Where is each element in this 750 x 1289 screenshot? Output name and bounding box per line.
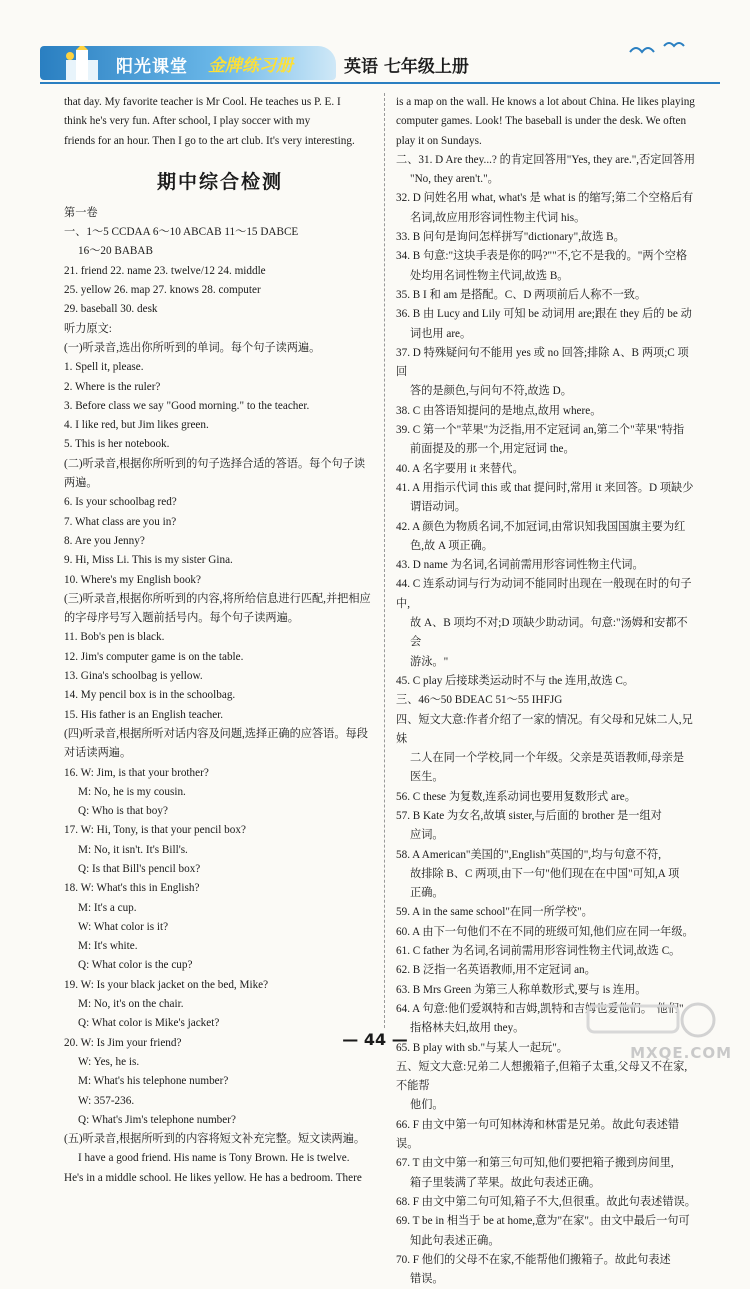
right-text-line: 43. D name 为名词,名词前需用形容词性物主代词。 — [396, 559, 644, 572]
right-text-line: 34. B 句意:"这块手表是你的吗?""不,它不是我的。"两个空格 — [396, 250, 688, 263]
left-text-line: M: No, he is my cousin. — [78, 785, 186, 798]
left-text-line: Q: Who is that boy? — [78, 805, 168, 818]
left-text-line: M: It's white. — [78, 940, 138, 953]
left-text-line: (一)听录音,选出你所听到的单词。每个句子读两遍。 — [64, 341, 321, 354]
right-text-line: 58. A American"美国的",English"英国的",均与句意不符, — [396, 848, 662, 861]
right-text-line: 箱子里装满了苹果。故此句表述正确。 — [410, 1176, 601, 1189]
right-text-line: 谓语动词。 — [410, 501, 466, 514]
right-text-line: 59. A in the same school"在同一所学校"。 — [396, 906, 593, 919]
right-text-line: 37. D 特殊疑问句不能用 yes 或 no 回答;排除 A、B 两项;C 项回 — [396, 346, 689, 379]
left-text-line: 对话读两遍。 — [64, 747, 132, 760]
left-text-line: 听力原文: — [64, 322, 112, 335]
right-text-line: 42. A 颜色为物质名词,不加冠词,由常识知我国国旗主要为红 — [396, 520, 686, 533]
left-text-line: 10. Where's my English book? — [64, 573, 201, 586]
left-text-line: 的字母序号写入题前括号内。每个句子读两遍。 — [64, 612, 299, 625]
right-text-line: computer games. Look! The baseball is under the desk. We often — [396, 115, 687, 128]
left-text-line: W: Yes, he is. — [78, 1055, 140, 1068]
right-text-line: 五、短文大意:兄弟二人想搬箱子,但箱子太重,父母又不在家,不能帮 — [396, 1060, 688, 1093]
watermark-text: MXQE.COM — [630, 1044, 732, 1062]
left-text-line: M: What's his telephone number? — [78, 1075, 229, 1088]
right-text-line: 45. C play 后接球类运动时不与 the 连用,故选 C。 — [396, 674, 635, 687]
section-title: 期中综合检测 — [156, 170, 283, 193]
left-text-line: 一、1～5 CCDAA 6～10 ABCAB 11～15 DABCE — [64, 226, 299, 239]
right-text-line: 二人在同一个学校,同一个年级。父亲是英语教师,母亲是 — [410, 752, 685, 765]
left-text-line: that day. My favorite teacher is Mr Cool. He teaches us P. E. I — [64, 96, 341, 108]
page-number: — 44 — — [342, 1030, 408, 1049]
birds-decoration-icon — [620, 38, 690, 68]
left-text-line: 两遍。 — [64, 477, 98, 490]
right-text-line: 70. F 他们的父母不在家,不能帮他们搬箱子。故此句表述 — [396, 1253, 671, 1266]
left-text-line: 14. My pencil box is in the schoolbag. — [64, 689, 236, 702]
left-text-line: 5. This is her notebook. — [64, 438, 170, 451]
left-text-line: 19. W: Is your black jacket on the bed, Mike? — [64, 978, 269, 991]
right-text-line: 64. A 句意:他们爱飒特和吉姆,凯特和吉姆也爱他们。"他们" — [396, 1002, 684, 1015]
right-text-line: 错误。 — [410, 1273, 444, 1286]
left-text-line: 7. What class are you in? — [64, 515, 177, 528]
right-text-line: 二、31. D Are they...? 的肯定回答用"Yes, they are.",否定回答用 — [396, 153, 696, 166]
page-header — [40, 38, 720, 86]
left-text-line: 第一卷 — [64, 206, 98, 219]
right-column — [396, 93, 696, 1289]
right-text-line: 60. A 由下一句他们不在不同的班级可知,他们应在同一年级。 — [396, 925, 694, 938]
left-text-line: 16. W: Jim, is that your brother? — [64, 766, 209, 779]
left-text-line: 18. W: What's this in English? — [64, 882, 200, 895]
right-text-line: is a map on the wall. He knows a lot about China. He likes playing — [396, 96, 695, 108]
left-text-line: 9. Hi, Miss Li. This is my sister Gina. — [64, 554, 233, 567]
left-text-line: He's in a middle school. He likes yellow. He has a bedroom. There — [64, 1171, 362, 1184]
left-text-line: I have a good friend. His name is Tony Brown. He is twelve. — [78, 1152, 350, 1165]
left-text-line: 25. yellow 26. map 27. knows 28. computer — [64, 284, 261, 297]
right-text-line: 41. A 用指示代词 this 或 that 提问时,常用 it 来回答。D 项缺少 — [396, 481, 694, 494]
left-text-line: think he's very fun. After school, I play soccer with my — [64, 115, 311, 128]
right-text-line: 39. C 第一个"苹果"为泛指,用不定冠词 an,第二个"苹果"特指 — [396, 424, 685, 437]
right-text-line: 57. B Kate 为女名,故填 sister,与后面的 brother 是一组对 — [396, 809, 662, 822]
left-text-line: Q: What color is Mike's jacket? — [78, 1017, 220, 1030]
right-text-line: 四、短文大意:作者介绍了一家的情况。有父母和兄妹二人,兄妹 — [396, 713, 693, 745]
left-text-line: W: 357-236. — [78, 1094, 135, 1107]
right-text-line: 故 A、B 项均不对;D 项缺少助动词。句意:"汤姆和安都不会 — [410, 617, 688, 649]
right-text-line: 答的是颜色,与问句不符,故选 D。 — [410, 385, 572, 398]
left-text-line: 17. W: Hi, Tony, is that your pencil box? — [64, 824, 246, 837]
left-text-line: (三)听录音,根据你所听到的内容,将所给信息进行匹配,并把相应 — [64, 592, 371, 605]
right-text-line: 67. T 由文中第一和第三句可知,他们要把箱子搬到房间里, — [396, 1157, 674, 1170]
right-text-line: 68. F 由文中第二句可知,箱子不大,但很重。故此句表述错误。 — [396, 1195, 696, 1208]
right-text-line: 三、46～50 BDEAC 51～55 IHFJG — [396, 694, 563, 707]
right-text-line: "No, they aren't."。 — [410, 173, 499, 186]
left-text-line: 15. His father is an English teacher. — [64, 708, 224, 721]
left-text-line: 8. Are you Jenny? — [64, 534, 145, 547]
left-text-line: 21. friend 22. name 23. twelve/12 24. middle — [64, 264, 266, 277]
right-text-line: 69. T be in 相当于 be at home,意为"在家"。由文中最后一句可 — [396, 1215, 690, 1228]
banner-subtitle: 金牌练习册 — [208, 56, 293, 76]
series-banner — [40, 46, 336, 80]
left-text-line: 6. Is your schoolbag red? — [64, 496, 177, 509]
banner-title: 阳光课堂 — [116, 57, 188, 77]
right-text-line: 前面提及的那一个,用定冠词 the。 — [410, 443, 575, 456]
left-column — [64, 93, 376, 1188]
header-rule — [40, 82, 720, 84]
left-text-line: Q: What's Jim's telephone number? — [78, 1113, 236, 1126]
left-text-line: Q: Is that Bill's pencil box? — [78, 862, 201, 875]
left-text-line: M: It's a cup. — [78, 901, 137, 914]
left-text-line: 1. Spell it, please. — [64, 361, 144, 374]
right-text-line: 他们。 — [410, 1099, 444, 1112]
left-text-line: M: No, it's on the chair. — [78, 998, 184, 1011]
left-text-line: (四)听录音,根据所听对话内容及问题,选择正确的应答语。每段 — [64, 727, 368, 740]
left-text-line: 13. Gina's schoolbag is yellow. — [64, 670, 203, 683]
left-text-line: 2. Where is the ruler? — [64, 380, 161, 393]
right-text-line: 40. A 名字要用 it 来替代。 — [396, 462, 524, 475]
left-text-line: 16～20 BABAB — [78, 245, 153, 258]
right-text-line: 医生。 — [410, 771, 444, 784]
right-text-line: 32. D 问姓名用 what, what's 是 what is 的缩写;第二个空格后有 — [396, 192, 694, 205]
right-text-line: 36. B 由 Lucy and Lily 可知 be 动词用 are;跟在 they 后的 be 动 — [396, 308, 692, 321]
right-text-line: 处均用名词性物主代词,故选 B。 — [410, 269, 569, 282]
right-text-line: 56. C these 为复数,连系动词也要用复数形式 are。 — [396, 790, 636, 803]
right-text-line: 名词,故应用形容词性物主代词 his。 — [410, 211, 586, 224]
left-text-line: friends for an hour. Then I go to the art club. It's very interesting. — [64, 134, 355, 147]
left-text-line: 12. Jim's computer game is on the table. — [64, 650, 244, 663]
right-text-line: 35. B I 和 am 是搭配。C、D 两项前后人称不一致。 — [396, 288, 647, 301]
right-text-line: 62. B 泛指一名英语教师,用不定冠词 an。 — [396, 964, 596, 977]
left-text-line: W: What color is it? — [78, 920, 169, 933]
left-text-line: M: No, it isn't. It's Bill's. — [78, 843, 188, 856]
left-text-line: 29. baseball 30. desk — [64, 303, 158, 316]
left-text-line: (二)听录音,根据你所听到的句子选择合适的答语。每个句子读 — [64, 457, 366, 470]
right-text-line: play it on Sundays. — [396, 134, 482, 147]
right-text-line: 38. C 由答语知提问的是地点,故用 where。 — [396, 404, 602, 417]
left-text-line: 4. I like red, but Jim likes green. — [64, 419, 209, 432]
right-text-line: 指格林夫妇,故用 they。 — [410, 1022, 525, 1035]
right-text-line: 故排除 B、C 两项,由下一句"他们现在在中国"可知,A 项 — [410, 867, 680, 880]
castle-logo-icon — [62, 46, 102, 80]
right-text-line: 33. B 问句是询问怎样拼写"dictionary",故选 B。 — [396, 231, 625, 244]
left-text-line: (五)听录音,根据所听到的内容将短文补充完整。短文读两遍。 — [64, 1133, 366, 1146]
column-divider — [384, 93, 385, 1028]
subject-label: 英语 七年级上册 — [344, 57, 469, 77]
right-text-line: 66. F 由文中第一句可知林涛和林雷是兄弟。故此句表述错误。 — [396, 1118, 680, 1151]
right-text-line: 正确。 — [410, 887, 444, 900]
right-text-line: 应词。 — [410, 829, 444, 842]
left-text-line: 20. W: Is Jim your friend? — [64, 1036, 182, 1049]
left-text-line: 11. Bob's pen is black. — [64, 631, 165, 644]
right-text-line: 知此句表述正确。 — [410, 1234, 500, 1247]
left-text-line: 3. Before class we say "Good morning." to the teacher. — [64, 399, 310, 412]
right-text-line: 61. C father 为名词,名词前需用形容词性物主代词,故选 C。 — [396, 945, 681, 958]
right-text-line: 色,故 A 项正确。 — [410, 539, 493, 552]
right-text-line: 词也用 are。 — [410, 327, 472, 340]
right-text-line: 65. B play with sb."与某人一起玩"。 — [396, 1041, 568, 1054]
right-text-line: 44. C 连系动词与行为动词不能同时出现在一般现在时的句子中, — [396, 578, 692, 610]
right-text-line: 63. B Mrs Green 为第三人称单数形式,要与 is 连用。 — [396, 983, 647, 996]
left-text-line: Q: What color is the cup? — [78, 959, 193, 972]
right-text-line: 游泳。" — [410, 655, 449, 668]
